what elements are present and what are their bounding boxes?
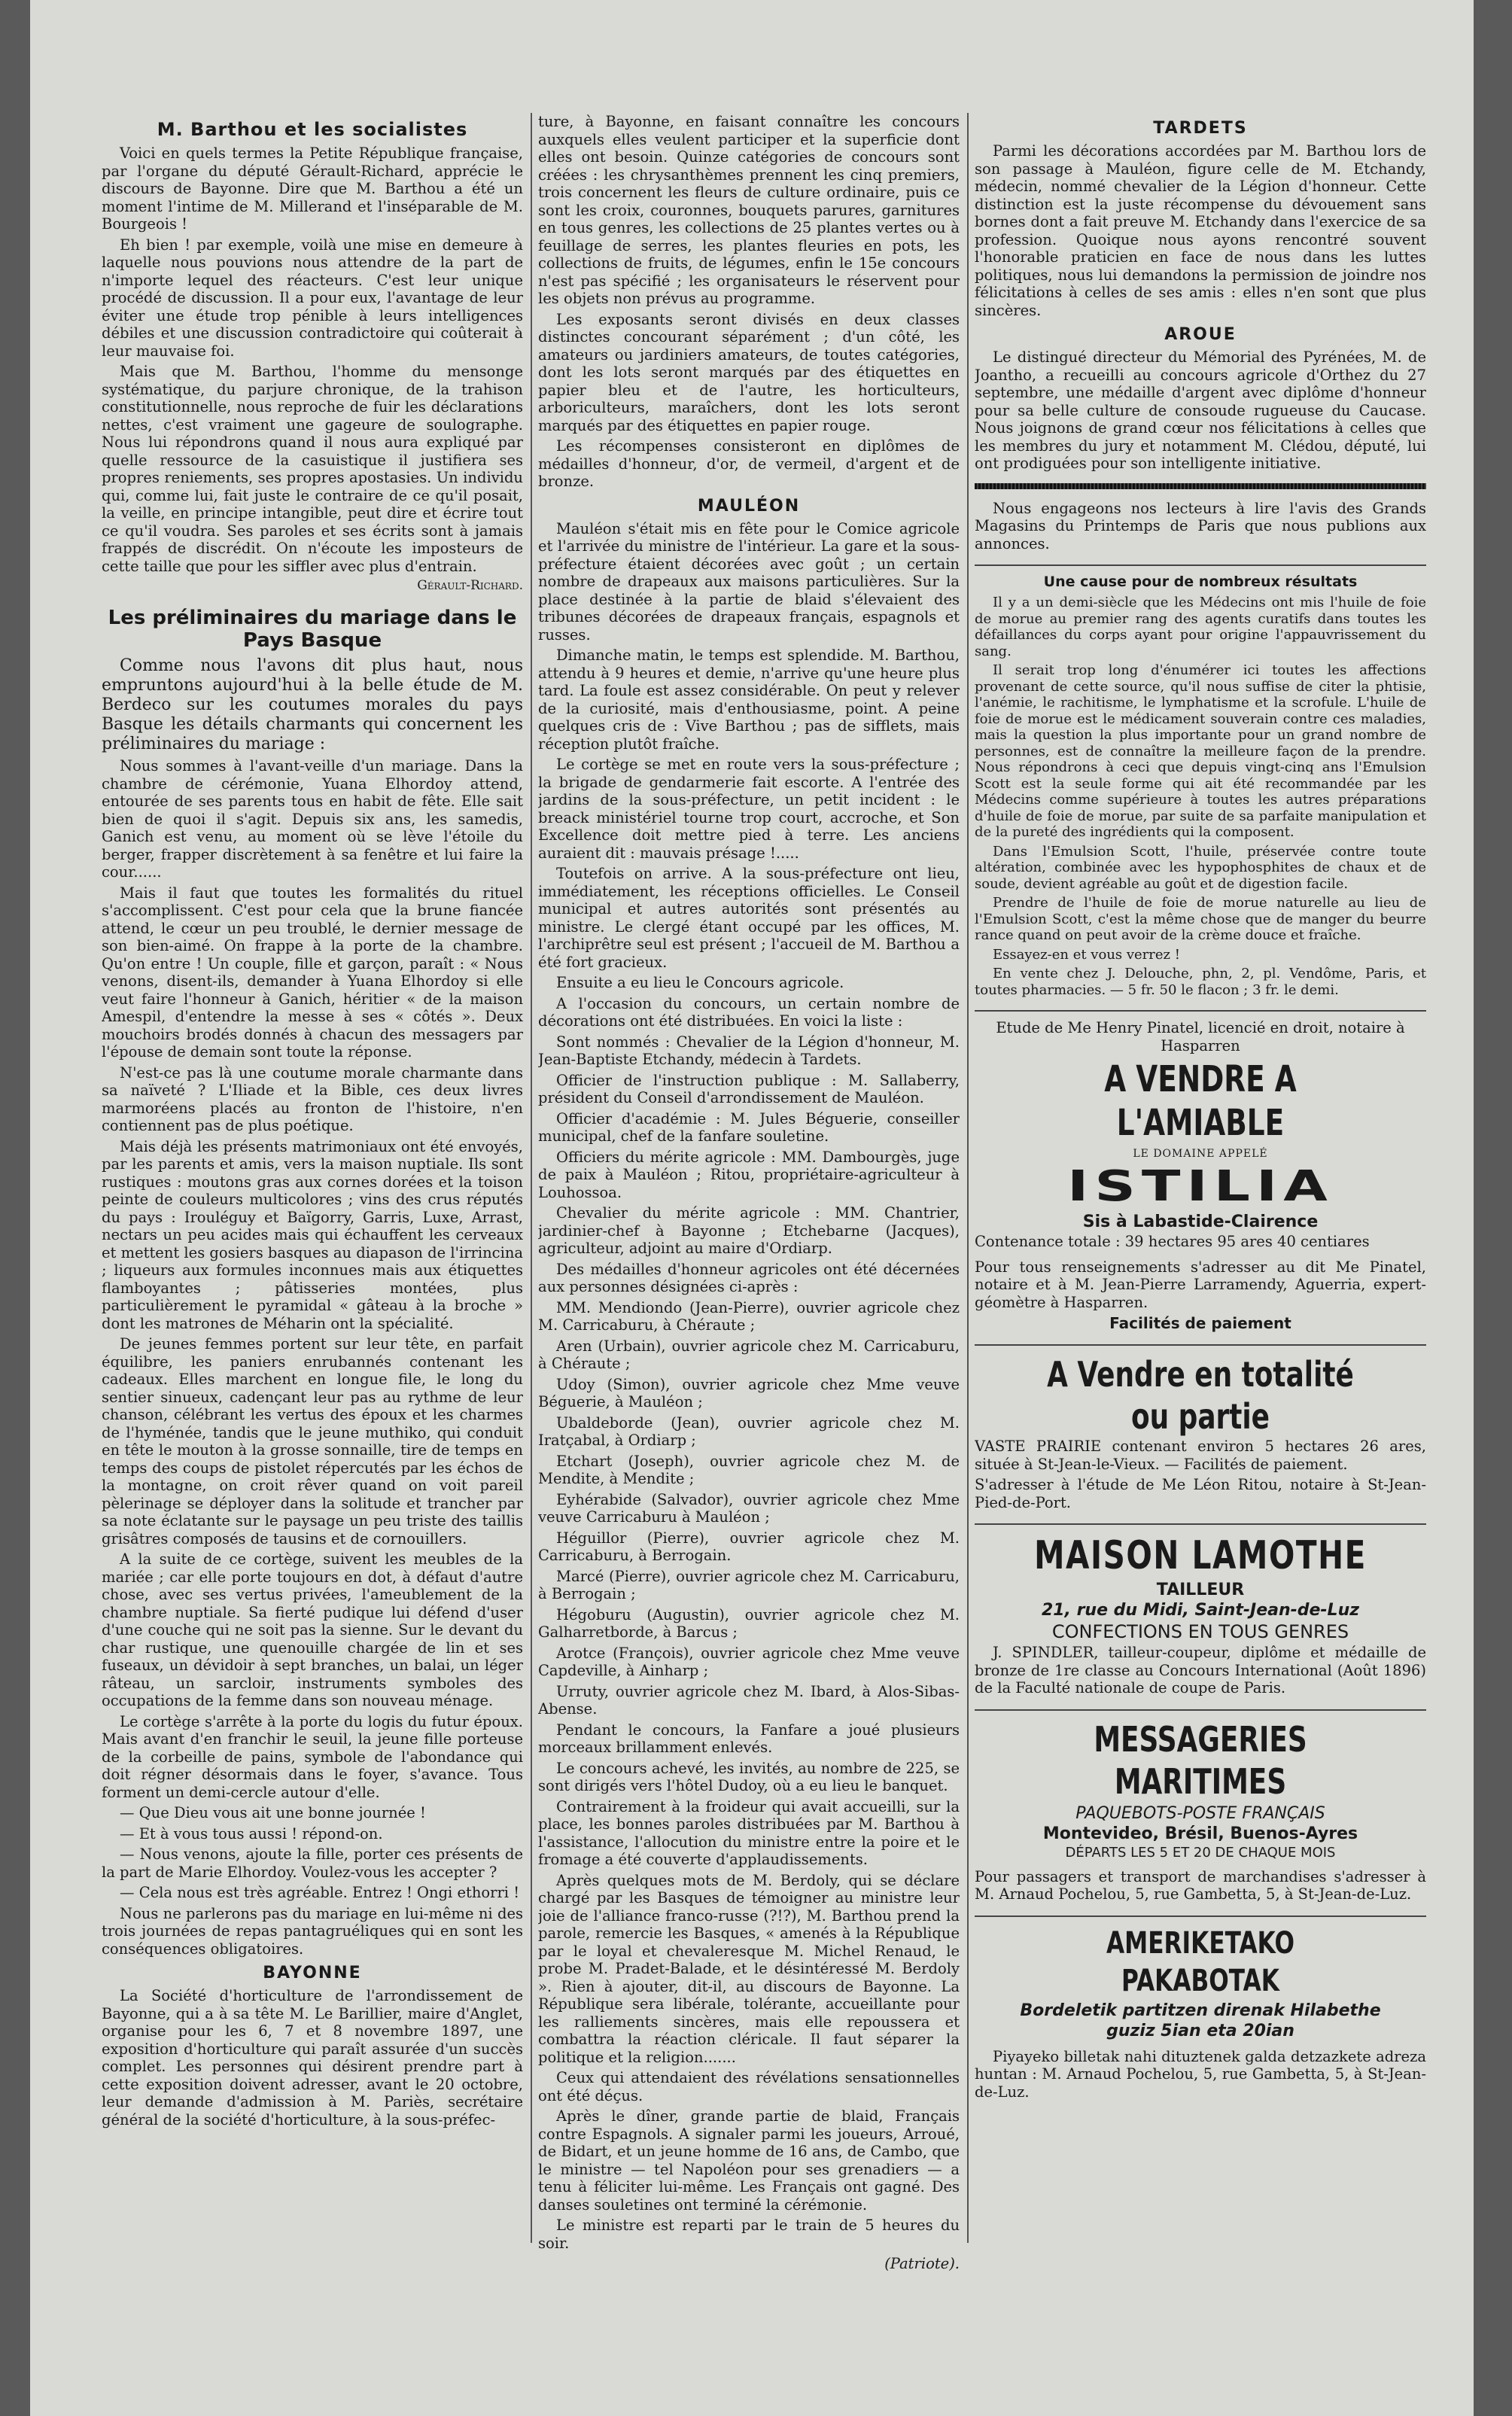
ad-subtitle: Sis à Labastide-Clairence xyxy=(1082,1213,1319,1231)
paragraph: Il y a un demi-siècle que les Médecins ont mis l'huile de foie de morue au premier rang des agents curatifs dans toutes les défaillances du corps ayant pour origine l'appauvrissement du sang. xyxy=(975,595,1426,659)
paragraph: Des médailles d'honneur agricoles ont été décernées aux personnes désignées ci-après : xyxy=(538,1260,960,1295)
column-1 xyxy=(102,113,523,2131)
paragraph: Mais que M. Barthou, l'homme du mensonge systématique, du parjure chronique, de la trahison constitutionnelle, nous reproche de fuir les déclarations nettes, c'est vraiment une gageure de soulographe. Nous lui répondrons quand il nous aura expliqué par quelle ressource de la casuistique il justifiera ses propres reniements, ses propres apostasies. Un individu qui, comme lui, fait juste le contraire de ce qu'il posait, la veille, en principe intangible, peut dire et écrire tout ce qu'il voudra. Ses paroles et ses écrits sont à jamais frappés de discrédit. On n'écoute les imposteurs de cette taille que pour les siffler avec plus d'entrain. xyxy=(102,363,523,575)
paragraph: Nous sommes à l'avant-veille d'un mariage. Dans la chambre de cérémonie, Yuana Elhordoy attend, entourée de ses parents tous en habit de fête. Elle sait bien de quoi il s'agit. Depuis six ans, les samedis, Ganich est venu, au moment où se lève l'étoile du berger, frapper discrètement à sa fenêtre et lui faire la cour...... xyxy=(102,757,523,881)
paragraph: Dimanche matin, le temps est splendide. M. Barthou, attendu à 9 heures et demie, n'arrive qu'une heure plus tard. La foule est assez considérable. On peut y relever de la curiosité, mais d'enthousiasme, point. A peine quelques cris de : Vive Barthou ; pas de sifflets, mais réception plutôt fraîche. xyxy=(538,647,960,753)
paragraph: MM. Mendiondo (Jean-Pierre), ouvrier agricole chez M. Carricaburu, à Chéraute ; xyxy=(538,1298,960,1334)
paragraph: Après quelques mots de M. Berdoly, qui se déclare chargé par les Basques de témoigner au ministre leur joie de l'alliance franco-russe (?!?), M. Barthou prend la parole, remercie les Basques, « amenés à la République par le loyal et chevaleresque M. Michel Renaud, le probe M. Pradet-Balade, et le désintéressé M. Berdoly ». Rien à ajouter, dit-il, au discours de Bayonne. La République sera libérale, tolérante, accueillante pour les ralliements sincères, mais elle repoussera et combattra la réaction cléricale. Il faut séparer la politique et la religion....... xyxy=(538,1871,960,2066)
ad-text: Pour passagers et transport de marchandises s'adresser à M. Arnaud Pochelou, 5, rue Gambetta, 5, à St-Jean-de-Luz. xyxy=(975,1867,1426,1903)
ad-title: AMERIKETAKO PAKABOTAK xyxy=(1106,1925,1294,1998)
ad-text: J. SPINDLER, tailleur-coupeur, diplôme et médaille de bronze de 1re classe au Concours International (Août 1896) de la Faculté nationale de coupe de Paris. xyxy=(975,1644,1426,1696)
column-2 xyxy=(538,113,960,2272)
paragraph: Udoy (Simon), ouvrier agricole chez Mme veuve Béguerie, à Mauléon ; xyxy=(538,1375,960,1410)
divider xyxy=(975,1915,1426,1917)
ad-text: Piyayeko billetak nahi dituztenek galda detzazkete adreza huntan : M. Arnaud Pochelou, 5, rue Gambetta, 5, à St-Jean-de-Luz. xyxy=(975,2047,1426,2101)
divider xyxy=(975,1709,1426,1711)
ad-departures: DÉPARTS LES 5 ET 20 DE CHAQUE MOIS xyxy=(1065,1844,1336,1861)
paragraph: Le cortège s'arrête à la porte du logis du futur époux. Mais avant d'en franchir le seuil, la jeune fille porteuse de la corbeille de pains, symbole de l'abondance qui doit régner désormais dans le foyer, s'avance. Tous forment un demi-cercle autour d'elle. xyxy=(102,1712,523,1801)
paragraph: Dans l'Emulsion Scott, l'huile, préservée contre toute altération, combinée avec les hypophosphites de chaux et de soude, devient agréable au goût et de digestion facile. xyxy=(975,843,1426,892)
paragraph: Nous ne parlerons pas du mariage en lui-même ni des trois journées de repas pantagruéliques qui en sont les conséquences obligatoires. xyxy=(102,1904,523,1958)
paragraph: Mauléon s'était mis en fête pour le Comice agricole et l'arrivée du ministre de l'intérieur. La gare et la sous-préfecture étaient décorées avec goût ; un certain nombre de drapeaux aux maisons particulières. Sur la place destinée à la partie de blaid s'élevaient des tribunes décorées de drapeaux français, espagnols et russes. xyxy=(538,519,960,644)
heading-aroue: AROUE xyxy=(1164,325,1237,344)
ad-title: MESSAGERIES MARITIMES xyxy=(1094,1718,1307,1802)
paragraph: Urruty, ouvrier agricole chez M. Ibard, à Alos-Sibas-Abense. xyxy=(538,1682,960,1718)
paragraph: A l'occasion du concours, un certain nombre de décorations ont été distribuées. En voici la liste : xyxy=(538,994,960,1030)
heading-barthou: M. Barthou et les socialistes xyxy=(157,119,468,140)
paragraph: Mais il faut que toutes les formalités du rituel s'accomplissent. C'est pour cela que la brune fiancée attend, le cœur un peu troublé, le dernier message de son bien-aimé. On frappe à la porte de la chambre. Qu'on entre ! Un couple, fille et garçon, paraît : « Nous venons, disent-ils, demander à Yuana Elhordoy si elle veut faire l'honneur à Ganich, héritier « de la maison Amespil, d'entendre la messe à ses « côtés ». Deux mouchoirs brodés donnés à chacun des messagers par l'épouse de demain sont toute la réponse. xyxy=(102,884,523,1060)
paragraph: Ceux qui attendaient des révélations sensationnelles ont été déçus. xyxy=(538,2069,960,2104)
ad-text: S'adresser à l'étude de Me Léon Ritou, notaire à St-Jean-Pied-de-Port. xyxy=(975,1476,1426,1511)
ad-subtitle: PAQUEBOTS-POSTE FRANÇAIS xyxy=(1075,1803,1325,1823)
paragraph: Chevalier du mérite agricole : MM. Chantrier, jardinier-chef à Bayonne ; Etchebarne (Jacques), agriculteur, adjoint au maire d'Ordiarp. xyxy=(538,1204,960,1257)
paragraph: Après le dîner, grande partie de blaid, Français contre Espagnols. A signaler parmi les joueurs, Arroué, de Bidart, et un jeune homme de 16 ans, de Cambo, que le ministre — tel Napoléon pour ses grenadiers — a tenu à féliciter lui-même. Les Français ont gagné. Des danses souletines ont terminé la cérémonie. xyxy=(538,2107,960,2214)
paragraph: Il serait trop long d'énumérer ici toutes les affections provenant de cette source, qu'il nous suffise de citer la phtisie, l'anémie, le rachitisme, le lymphatisme et la scrofule. L'huile de foie de morue est le médicament souverain contre ces maladies, mais la question la plus importante pour un grand nombre de personnes, est de connaître la meilleure façon de la prendre. Nous répondrons à ceci que depuis vingt-cinq ans l'Emulsion Scott est la seule forme qui ait été recommandée par les Médecins comme supérieure à toutes les autres préparations d'huile de foie de morue, par suite de sa parfaite manipulation et de la pureté des ingrédients qui la composent. xyxy=(975,662,1426,840)
paragraph: Hégoburu (Augustin), ouvrier agricole chez M. Galharretborde, à Barcus ; xyxy=(538,1605,960,1641)
newspaper-page xyxy=(30,0,1474,2416)
column-rule xyxy=(967,113,969,2243)
paragraph: Officier de l'instruction publique : M. Sallaberry, président du Conseil d'arrondissement de Mauléon. xyxy=(538,1071,960,1106)
paragraph: La Société d'horticulture de l'arrondissement de Bayonne, qui a à sa tête M. Le Barillier, maire d'Anglet, organise pour les 6, 7 et 8 novembre 1897, une exposition d'horticulture qui paraît assurée d'un succès complet. Les personnes qui désirent prendre part à cette exposition doivent adresser, avant le 20 octobre, leur demande d'admission à M. Pariès, secrétaire général de la société d'horticulture, à la sous-préfec- xyxy=(102,1987,523,2128)
paragraph: Eyhérabide (Salvador), ouvrier agricole chez Mme veuve Carricaburu à Mauléon ; xyxy=(538,1490,960,1526)
column-3 xyxy=(975,113,1426,2104)
ad-small: LE DOMAINE APPELÉ xyxy=(1133,1148,1268,1160)
paragraph: Nous engageons nos lecteurs à lire l'avis des Grands Magasins du Printemps de Paris que nous publions aux annonces. xyxy=(975,499,1426,552)
heading-mauleon: MAULÉON xyxy=(697,496,801,516)
paragraph: Mais déjà les présents matrimoniaux ont été envoyés, par les parents et amis, vers la maison nuptiale. Ils sont rustiques : moutons gras aux cornes dorées et la toison peinte de couleurs multicolores ; vins des crus réputés du pays : Irouléguy et Baïgorry, Garris, Luxe, Arrast, nectars un peu acides mais qui échauffent les cerveaux et mettent les gosiers basques au diapason de l'irrincina ; liqueurs aux formules inconnues mais aux étiquettes flamboyantes ; pâtisseries montées, plus particulièrement le pyramidal « gâteau à la broche » dont les matrones de Méharin ont la spécialité. xyxy=(102,1137,523,1332)
ad-text: Contenance totale : 39 hectares 95 ares 40 centiares xyxy=(975,1233,1370,1250)
ad-title: MAISON LAMOTHE xyxy=(1034,1533,1367,1578)
paragraph: Prendre de l'huile de foie de morue naturelle au lieu de l'Emulsion Scott, c'est la même chose que de manger du beurre rance quand on peut avoir de la crème douce et fraîche. xyxy=(975,895,1426,943)
paragraph: — Et à vous tous aussi ! répond-on. xyxy=(120,1824,383,1842)
paragraph: Ensuite a eu lieu le Concours agricole. xyxy=(556,974,844,991)
paragraph: Essayez-en et vous verrez ! xyxy=(993,946,1180,963)
paragraph: Voici en quels termes la Petite République française, par l'organe du député Gérault-Richard, apprécie le discours de Bayonne. Dire que M. Barthou a été un moment l'intime de M. Millerand et l'inséparable de M. Bourgeois ! xyxy=(102,145,523,233)
ad-subtitle: Facilités de paiement xyxy=(1109,1314,1291,1332)
paragraph: En vente chez J. Delouche, phn, 2, pl. Vendôme, Paris, et toutes pharmacies. — 5 fr. 50 le flacon ; 3 fr. le demi. xyxy=(975,966,1426,998)
paragraph: N'est-ce pas là une coutume morale charmante dans sa naïveté ? L'Iliade et la Bible, ces deux livres marmoréens placés au fronton de l'histoire, n'en contiennent pas de plus poétique. xyxy=(102,1063,523,1134)
paragraph: Marcé (Pierre), ouvrier agricole chez M. Carricaburu, à Berrogain ; xyxy=(538,1567,960,1602)
paragraph: Etchart (Joseph), ouvrier agricole chez M. de Mendite, à Mendite ; xyxy=(538,1452,960,1487)
divider xyxy=(975,1523,1426,1525)
heading-tardets: TARDETS xyxy=(1153,119,1248,138)
paragraph: Officiers du mérite agricole : MM. Dambourgès, juge de paix à Mauléon ; Ritou, propriétaire-agriculteur à Louhossoa. xyxy=(538,1148,960,1201)
paragraph: Les exposants seront divisés en deux classes distinctes concourant séparément ; d'un côté, les amateurs ou jardiniers amateurs, de toutes catégories, dont les lots seront marqués par des étiquettes en papier bleu et de l'autre, les horticulteurs, arboriculteurs, maraîchers, dont les lots seront marqués par des étiquettes en papier rouge. xyxy=(538,310,960,434)
paragraph: Le cortège se met en route vers la sous-préfecture ; la brigade de gendarmerie fait escorte. A l'entrée des jardins de la sous-préfecture, un petit incident : le breack ministériel tourne trop court, accroche, et Son Excellence doit mettre pied à terre. Les anciens auraient dit : mauvais présage !..... xyxy=(538,756,960,862)
ad-subtitle: Bordeletik partitzen direnak Hilabethe xyxy=(1020,2001,1381,2020)
source-credit: (Patriote). xyxy=(884,2255,960,2272)
paragraph: ture, à Bayonne, en faisant connaître les concours auxquels elles veulent participer et la superficie dont elles ont besoin. Quinze catégories de concours sont créées : les chrysanthèmes prennent les cinq premiers, trois concernent les fleurs de culture ordinaire, puis ce sont les croix, couronnes, bouquets parures, garnitures en tous genres, les collections de 25 plantes vertes ou à feuillage de serres, les plantes fleuries en pots, les collections de fruits, de légumes, enfin le 15e concours n'est pas spécifié ; les organisateurs le réservent pour les objets non prévus au programme. xyxy=(538,113,960,307)
paragraph: Les récompenses consisteront en diplômes de médailles d'honneur, d'or, de vermeil, d'argent et de bronze. xyxy=(538,437,960,490)
paragraph: Le distingué directeur du Mémorial des Pyrénées, M. de Joantho, a recueilli au concours agricole d'Orthez du 27 septembre, une médaille d'argent avec diplôme d'honneur pour sa belle culture de consoude rugueuse du Caucase. Nous joignons de grand cœur nos félicitations à celles que les membres du jury et notamment M. Clédou, député, lui ont prodiguées pour son intelligente initiative. xyxy=(975,348,1426,472)
column-rule xyxy=(531,113,532,2243)
paragraph: Sont nommés : Chevalier de la Légion d'honneur, M. Jean-Baptiste Etchandy, médecin à Tardets. xyxy=(538,1033,960,1068)
heading-cause: Une cause pour de nombreux résultats xyxy=(1043,574,1358,590)
paragraph: Comme nous l'avons dit plus haut, nous empruntons aujourd'hui à la belle étude de M. Berdeco sur les coutumes morales du pays Basque les détails charmants qui concernent les préliminaires du mariage : xyxy=(102,656,523,753)
ad-domain-name: ISTILIA xyxy=(1067,1162,1334,1211)
paragraph: Eh bien ! par exemple, voilà une mise en demeure à laquelle nous pouvions nous attendre de la part de n'importe lequel des réacteurs. C'est leur unique procédé de discussion. Il a pour eux, l'avantage de leur éviter une étude trop pénible à leurs intelligences débiles et une discussion contradictoire qui coûterait à leur mauvaise foi. xyxy=(102,236,523,360)
ad-subtitle: CONFECTIONS EN TOUS GENRES xyxy=(1051,1621,1349,1642)
heading-bayonne: BAYONNE xyxy=(263,1964,362,1982)
ad-subtitle: guziz 5ian eta 20ian xyxy=(1106,2021,1294,2040)
paragraph: Héguillor (Pierre), ouvrier agricole chez M. Carricaburu, à Berrogain. xyxy=(538,1529,960,1564)
heading-mariage: Les préliminaires du mariage dans le Pays Basque xyxy=(108,607,517,652)
paragraph: Parmi les décorations accordées par M. Barthou lors de son passage à Mauléon, figure celle de M. Etchandy, médecin, nommé chevalier de la Légion d'honneur. Cette distinction est la juste récompense du dévouement sans bornes dont a fait preuve M. Etchandy dans l'exercice de sa profession. Quoique nous ayons rencontré souvent l'honorable praticien en face de nous dans les luttes politiques, nous lui demandons la permission de joindre nos félicitations à celles de ses amis : elles n'en sont que plus sincères. xyxy=(975,142,1426,319)
paragraph: Toutefois on arrive. A la sous-préfecture ont lieu, immédiatement, les réceptions officielles. Le Conseil municipal et autres autorités sont présentés au ministre. Le clergé étant occupé par les offices, M. l'archiprêtre seul est présent ; l'accueil de M. Barthou a été fort gracieux. xyxy=(538,865,960,971)
divider xyxy=(975,1010,1426,1012)
paragraph: Le concours achevé, les invités, au nombre de 225, se sont dirigés vers l'hôtel Dudoy, où a eu lieu le banquet. xyxy=(538,1759,960,1794)
ad-address: 21, rue du Midi, Saint-Jean-de-Luz xyxy=(1041,1601,1360,1620)
section-divider xyxy=(975,483,1426,489)
divider xyxy=(975,1344,1426,1346)
ad-title: A Vendre en totalité ou partie xyxy=(1047,1354,1354,1437)
ad-destinations: Montevideo, Brésil, Buenos-Ayres xyxy=(1042,1824,1358,1843)
ad-text: Pour tous renseignements s'adresser au dit Me Pinatel, notaire et à M. Jean-Pierre Larramendy, Aguerria, expert-géomètre à Hasparren. xyxy=(975,1258,1426,1311)
signature: Gérault-Richard. xyxy=(417,578,523,593)
paragraph: — Que Dieu vous ait une bonne journée ! xyxy=(120,1804,426,1821)
ad-text: VASTE PRAIRIE contenant environ 5 hectares 26 ares, située à St-Jean-le-Vieux. — Facilités de paiement. xyxy=(975,1438,1426,1473)
paragraph: Ubaldeborde (Jean), ouvrier agricole chez M. Iratçabal, à Ordiarp ; xyxy=(538,1413,960,1449)
paragraph: Aren (Urbain), ouvrier agricole chez M. Carricaburu, à Chéraute ; xyxy=(538,1337,960,1372)
paragraph: Le ministre est reparti par le train de 5 heures du soir. xyxy=(538,2217,960,2252)
paragraph: Pendant le concours, la Fanfare a joué plusieurs morceaux brillamment enlevés. xyxy=(538,1721,960,1756)
paragraph: Arotce (François), ouvrier agricole chez Mme veuve Capdeville, à Ainharp ; xyxy=(538,1644,960,1679)
paragraph: A la suite de ce cortège, suivent les meubles de la mariée ; car elle porte toujours en dot, à défaut d'autre chose, avec ses vertus privées, l'ameublement de la chambre nuptiale. Sa fierté pudique lui défend d'user d'une couche qui ne soit pas la sienne. Sur le devant du char rustique, une quenouille chargée de lin et ses fuseaux, un dévidoir à sept branches, un balai, un léger râteau, un sarcloir, instruments symboles des occupations de la femme dans son nouveau ménage. xyxy=(102,1550,523,1709)
ad-subtitle: TAILLEUR xyxy=(1156,1581,1245,1599)
paragraph: — Cela nous est très agréable. Entrez ! Ongi ethorri ! xyxy=(120,1884,520,1901)
paragraph: De jeunes femmes portent sur leur tête, en parfait équilibre, les paniers enrubannés contenant les cadeaux. Elles marchent en longue file, le long du sentier sinueux, cadençant leur pas au rythme de leur chanson, célébrant les vertus des époux et les charmes de l'hyménée, tandis que le jeune muthiko, qui conduit en tête le mouton à la grosse sonnaille, tire de temps en temps des coups de pistolet répercutés par les échos de la montagne, on croit rêver quand on voit pareil pèlerinage se déployer dans la solitude et trancher par sa note éclatante sur le paysage un peu triste des taillis grisâtres composés de tausins et de cornouillers. xyxy=(102,1335,523,1547)
ad-title: A VENDRE A L'AMIABLE xyxy=(1104,1058,1297,1144)
paragraph: — Nous venons, ajoute la fille, porter ces présents de la part de Marie Elhordoy. Voulez-vous les accepter ? xyxy=(102,1845,523,1881)
paragraph: Contrairement à la froideur qui avait accueilli, sur la place, les bonnes paroles distribuées par M. Barthou à l'assistance, l'allocution du ministre entre la poire et le fromage a été couverte d'applaudissements. xyxy=(538,1797,960,1868)
divider xyxy=(975,564,1426,566)
etude-header: Etude de Me Henry Pinatel, licencié en droit, notaire à Hasparren xyxy=(996,1019,1405,1054)
paragraph: Officier d'académie : M. Jules Béguerie, conseiller municipal, chef de la fanfare souletine. xyxy=(538,1109,960,1145)
